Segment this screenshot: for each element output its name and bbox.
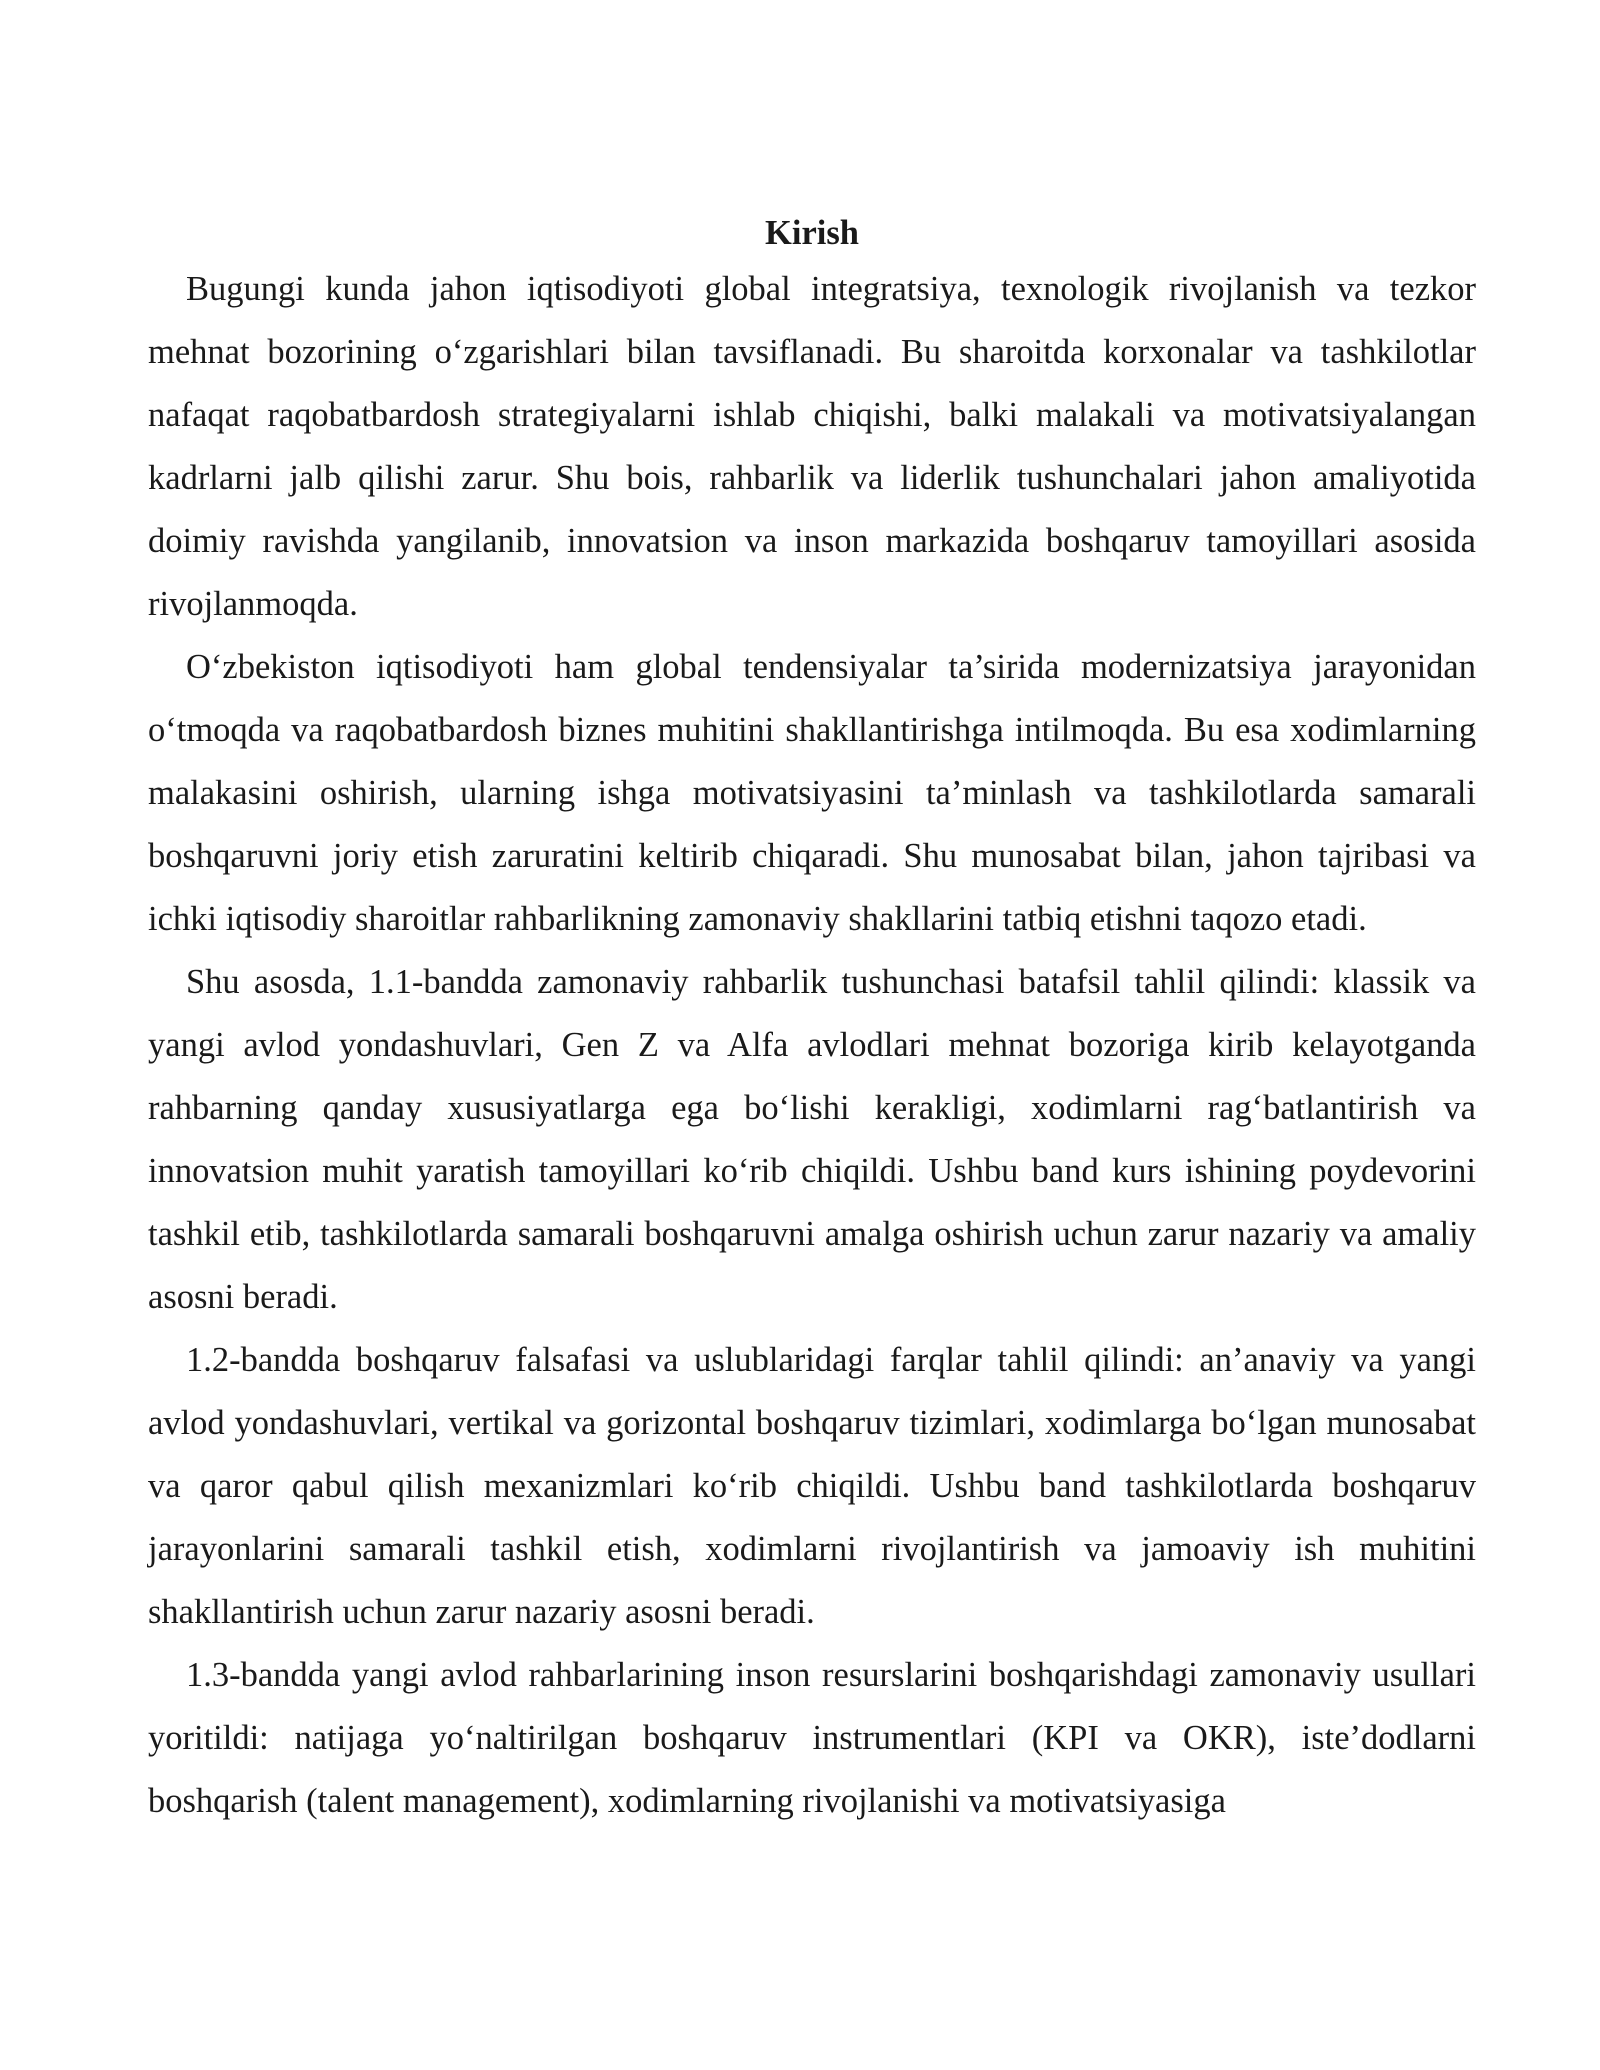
paragraph-2: O‘zbekiston iqtisodiyoti ham global tendensiyalar ta’sirida modernizatsiya jarayonidan o‘tmoqda va raqobatbardosh biznes muhitini shakllantirishga intilmoqda. Bu esa xodimlarning malakasini oshirish, ularning ishga motivatsiyasini ta’minlash va tashkilotlarda samarali boshqaruvni joriy etish zaruratini keltirib chiqaradi. Shu munosabat bilan, jahon tajribasi va ichki iqtisodiy sharoitlar rahbarlikning zamonaviy shakllarini tatbiq etishni taqozo etadi. <box>148 648 1476 938</box>
page-title: Kirish <box>765 214 859 252</box>
paragraph-4: 1.2-bandda boshqaruv falsafasi va uslublaridagi farqlar tahlil qilindi: an’anaviy va yangi avlod yondashuvlari, vertikal va gorizontal boshqaruv tizimlari, xodimlarga bo‘lgan munosabat va qaror qabul qilish mexanizmlari ko‘rib chiqildi. Ushbu band tashkilotlarda boshqaruv jarayonlarini samarali tashkil etish, xodimlarni rivojlantirish va jamoaviy ish muhitini shakllantirish uchun zarur nazariy asosni beradi. <box>148 1341 1476 1631</box>
paragraph-5: 1.3-bandda yangi avlod rahbarlarining inson resurslarini boshqarishdagi zamonaviy usullari yoritildi: natijaga yo‘naltirilgan boshqaruv instrumentlari (KPI va OKR), iste’dodlarni boshqarish (talent management), xodimlarning rivojlanishi va motivatsiyasiga <box>148 1656 1476 1820</box>
paragraph-3: Shu asosda, 1.1-bandda zamonaviy rahbarlik tushunchasi batafsil tahlil qilindi: klassik va yangi avlod yondashuvlari, Gen Z va Alfa avlodlari mehnat bozoriga kirib kelayotganda rahbarning qanday xususiyatlarga ega bo‘lishi kerakligi, xodimlarni rag‘batlantirish va innovatsion muhit yaratish tamoyillari ko‘rib chiqildi. Ushbu band kurs ishining poydevorini tashkil etib, tashkilotlarda samarali boshqaruvni amalga oshirish uchun zarur nazariy va amaliy asosni beradi. <box>148 963 1476 1316</box>
document-body <box>148 208 1476 1833</box>
paragraph-1: Bugungi kunda jahon iqtisodiyoti global integratsiya, texnologik rivojlanish va tezkor mehnat bozorining o‘zgarishlari bilan tavsiflanadi. Bu sharoitda korxonalar va tashkilotlar nafaqat raqobatbardosh strategiyalarni ishlab chiqishi, balki malakali va motivatsiyalangan kadrlarni jalb qilishi zarur. Shu bois, rahbarlik va liderlik tushunchalari jahon amaliyotida doimiy ravishda yangilanib, innovatsion va inson markazida boshqaruv tamoyillari asosida rivojlanmoqda. <box>148 270 1476 623</box>
